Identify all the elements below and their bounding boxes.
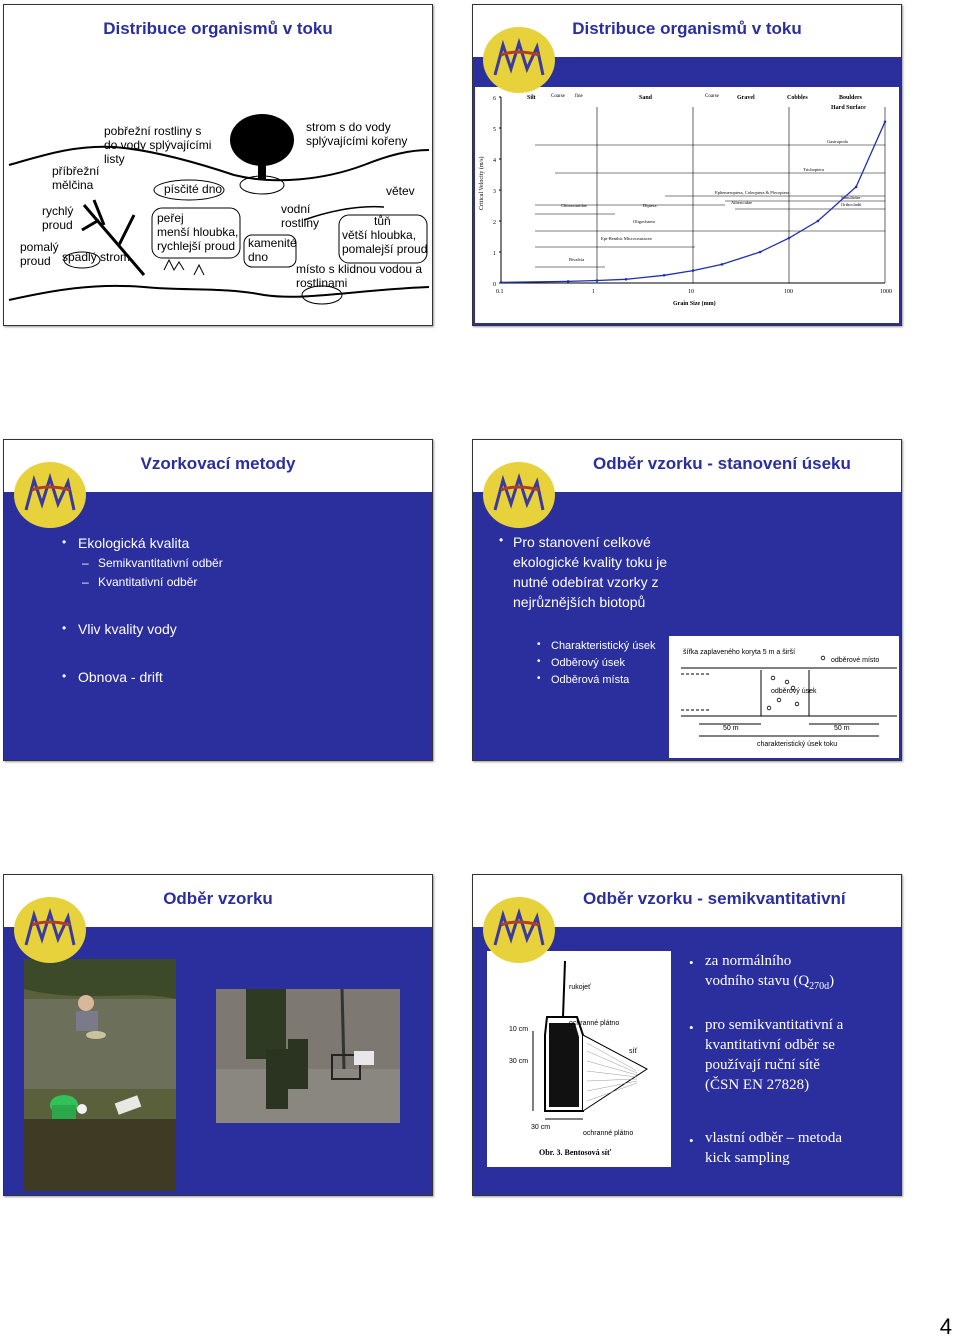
- stream-habitat-diagram: [4, 55, 432, 325]
- x-tick-label: 1000: [880, 289, 892, 295]
- x-tick-label: 100: [784, 289, 793, 295]
- sub-kvantitativni: Kvantitativní odběr: [98, 575, 198, 589]
- diagram-top-label: šířka zaplaveného koryta 5 m a širší: [683, 649, 796, 656]
- line: používají ruční sítě: [705, 1057, 820, 1073]
- net-handle-label: rukojeť: [569, 984, 591, 991]
- slide-title: Odběr vzorku - semikvantitativní: [583, 889, 846, 908]
- line: vlastní odběr – metoda: [705, 1130, 843, 1146]
- slide-body: [475, 87, 899, 323]
- size-class-label: Coarse: [705, 94, 719, 99]
- line: nutné odebírat vzorky z: [513, 574, 659, 590]
- taxon-label: Gastropoda: [827, 139, 848, 144]
- photo-stream-sampling: [24, 959, 176, 1191]
- university-logo-icon: [12, 895, 88, 965]
- y-tick-label: 0: [493, 282, 496, 288]
- label-vodni2: rostliny: [281, 216, 320, 230]
- data-point: [788, 237, 791, 240]
- bullet: •: [62, 621, 67, 635]
- taxon-label: Epi-Benthic Microcrustacea: [601, 236, 652, 241]
- line: kvantitativní odběr se: [705, 1037, 835, 1053]
- slide-title: Distribuce organismů v toku: [103, 19, 333, 38]
- sub-dash: –: [82, 575, 89, 589]
- slide-title: Odběr vzorku: [163, 889, 273, 908]
- data-point: [663, 274, 666, 277]
- y-tick-label: 4: [493, 158, 496, 164]
- line: nejrůznějších biotopů: [513, 594, 646, 610]
- line: vodního stavu $(Q_{270d})$: [705, 973, 835, 992]
- label-vodni: vodní: [281, 202, 311, 216]
- label-piscite: písčité dno: [164, 182, 223, 196]
- x-axis-label: Grain Size (mm): [673, 301, 716, 307]
- label-perej: peřej: [157, 211, 184, 225]
- taxon-label: Chironomidae: [561, 203, 587, 208]
- line: kick sampling: [705, 1150, 790, 1166]
- line: (ČSN EN 27828): [705, 1077, 810, 1093]
- label-strom2: splývajícími kořeny: [306, 134, 408, 148]
- label-pribrezni: příbřežní: [52, 164, 100, 178]
- size-class-label: Sand: [639, 95, 653, 101]
- label-pobrezni: pobřežní rostliny s: [104, 124, 202, 138]
- critical-velocity-chart: [475, 87, 899, 323]
- slide-body: [4, 55, 432, 325]
- label-vetev: větev: [386, 184, 415, 198]
- bullet-site: [705, 1015, 843, 1095]
- slide-title: Distribuce organismů v toku: [572, 19, 802, 38]
- line: ekologické kvality toku je: [513, 554, 668, 570]
- line: pro semikvantitativní a: [705, 1017, 844, 1033]
- bullet: •: [62, 669, 67, 683]
- net-net-label: síť: [629, 1048, 638, 1055]
- data-point: [500, 281, 503, 284]
- slide-6: [472, 874, 902, 1196]
- net-caption: Obr. 3. Bentosová síť: [539, 1148, 612, 1157]
- university-logo-icon: [481, 25, 557, 95]
- data-point: [884, 121, 887, 124]
- net-30cm-b: 30 cm: [531, 1124, 551, 1131]
- label-tun3: pomalejší proud: [342, 242, 428, 256]
- taxon-label: Ephemeroptera, Coleoptera & Plecoptera: [715, 190, 790, 195]
- data-point: [721, 263, 724, 266]
- diagram-site-label: odběrové místo: [831, 657, 880, 664]
- slide-5: [3, 874, 433, 1196]
- bullet: •: [499, 533, 504, 547]
- label-pomaly: pomalý: [20, 240, 59, 254]
- data-point: [817, 220, 820, 223]
- bullet-vliv: Vliv kvality vody: [78, 621, 177, 637]
- size-class-label: Silt: [527, 95, 536, 101]
- sub-charakteristicky: Charakteristický úsek: [551, 640, 656, 652]
- net-10cm: 10 cm: [509, 1026, 529, 1033]
- label-tun: tůň: [374, 214, 391, 228]
- bullet: •: [689, 955, 694, 970]
- page-number: 4: [939, 1314, 952, 1339]
- net-30cm: 30 cm: [509, 1058, 529, 1065]
- university-logo-icon: [12, 460, 88, 530]
- bullet: •: [689, 1020, 694, 1035]
- reach-diagram: [669, 636, 899, 758]
- net-diagram: [487, 951, 671, 1167]
- size-class-label: Coarse: [551, 94, 565, 99]
- label-pribrezni2: mělčina: [52, 178, 94, 192]
- label-misto2: rostlinami: [296, 276, 348, 290]
- bullet: •: [689, 1133, 694, 1148]
- slide-title: Vzorkovací metody: [140, 454, 296, 473]
- bullet: •: [537, 656, 541, 667]
- bullet-pro-stanoveni: [513, 532, 667, 612]
- taxon-label: Oligochaeta: [633, 219, 655, 224]
- x-tick-label: 1: [592, 289, 595, 295]
- sub-odberovy-usek: Odběrový úsek: [551, 657, 625, 669]
- data-point: [855, 186, 858, 189]
- slide-3: [3, 439, 433, 761]
- taxon-label: Orthocladii: [841, 202, 862, 207]
- label-kamenite: kamenité: [248, 236, 297, 250]
- label-perej2: menší hloubka,: [157, 225, 239, 239]
- sub-dash: –: [82, 556, 89, 570]
- data-point: [625, 278, 628, 281]
- data-point: [692, 269, 695, 272]
- taxon-label: Diptera: [643, 203, 657, 208]
- label-perej3: rychlejší proud: [157, 239, 236, 253]
- bullet-obnova: Obnova - drift: [78, 669, 163, 685]
- line: za normálního: [705, 953, 792, 969]
- label-strom: strom s do vody: [306, 120, 391, 134]
- y-tick-label: 5: [493, 127, 496, 133]
- bullet-ekologicka: Ekologická kvalita: [78, 535, 190, 551]
- x-tick-label: 10: [688, 289, 694, 295]
- size-class-label: Hard Surface: [831, 105, 866, 111]
- size-class-label: Gravel: [737, 95, 755, 101]
- taxon-label: Athericidae: [731, 200, 752, 205]
- y-tick-label: 6: [493, 96, 496, 102]
- label-pobrezni2: do vody splývajícími: [104, 138, 212, 152]
- slide-2: [472, 4, 902, 326]
- size-class-label: fine: [575, 94, 583, 99]
- diagram-char-label: charakteristický úsek toku: [757, 741, 838, 748]
- y-axis-label: Critical Velocity (m/s): [479, 156, 485, 210]
- slide-title: Odběr vzorku - stanovení úseku: [593, 454, 851, 473]
- label-pobrezni3: listy: [104, 152, 125, 166]
- y-tick-label: 2: [493, 220, 496, 226]
- data-point: [596, 279, 599, 282]
- university-logo-icon: [481, 895, 557, 965]
- size-class-label: Boulders: [839, 95, 863, 101]
- label-spadly: spadlý strom: [62, 250, 131, 264]
- y-tick-label: 1: [493, 251, 496, 257]
- label-rychly: rychlý: [42, 204, 74, 218]
- size-class-label: Cobbles: [787, 95, 808, 101]
- sub-semikvantitativni: Semikvantitativní odběr: [98, 556, 223, 570]
- diagram-m2: 50 m: [834, 725, 850, 732]
- net-cloth2-label: ochranné plátno: [583, 1130, 634, 1137]
- slide-1: [3, 4, 433, 326]
- label-misto: místo s klidnou vodou a: [296, 262, 423, 276]
- label-rychly2: proud: [42, 218, 73, 232]
- slide-4: [472, 439, 902, 761]
- bullet-normalni: [705, 951, 834, 997]
- photo-waders-net: [216, 989, 400, 1123]
- diagram-m1: 50 m: [723, 725, 739, 732]
- taxon-label: Simuliidae: [841, 195, 861, 200]
- data-point: [759, 251, 762, 254]
- bullet: •: [537, 639, 541, 650]
- data-point: [567, 280, 570, 283]
- net-cloth-label: ochranné plátno: [569, 1020, 620, 1027]
- bullet: •: [537, 673, 541, 684]
- x-tick-label: 0.1: [496, 289, 504, 295]
- label-tun2: větší hloubka,: [342, 228, 417, 242]
- bullet: •: [62, 535, 67, 549]
- line: Pro stanovení celkové: [513, 534, 651, 550]
- bullet-kick: [705, 1128, 842, 1168]
- taxon-label: Bivalvia: [569, 257, 585, 262]
- y-tick-label: 3: [493, 189, 496, 195]
- diagram-reach-label: odběrový úsek: [771, 688, 817, 695]
- chart-plot: [478, 94, 892, 307]
- university-logo-icon: [481, 460, 557, 530]
- taxon-label: Trichoptera: [803, 167, 824, 172]
- label-pomaly2: proud: [20, 254, 51, 268]
- sub-odberova-mista: Odběrová místa: [551, 674, 630, 686]
- label-kamenite2: dno: [248, 250, 269, 264]
